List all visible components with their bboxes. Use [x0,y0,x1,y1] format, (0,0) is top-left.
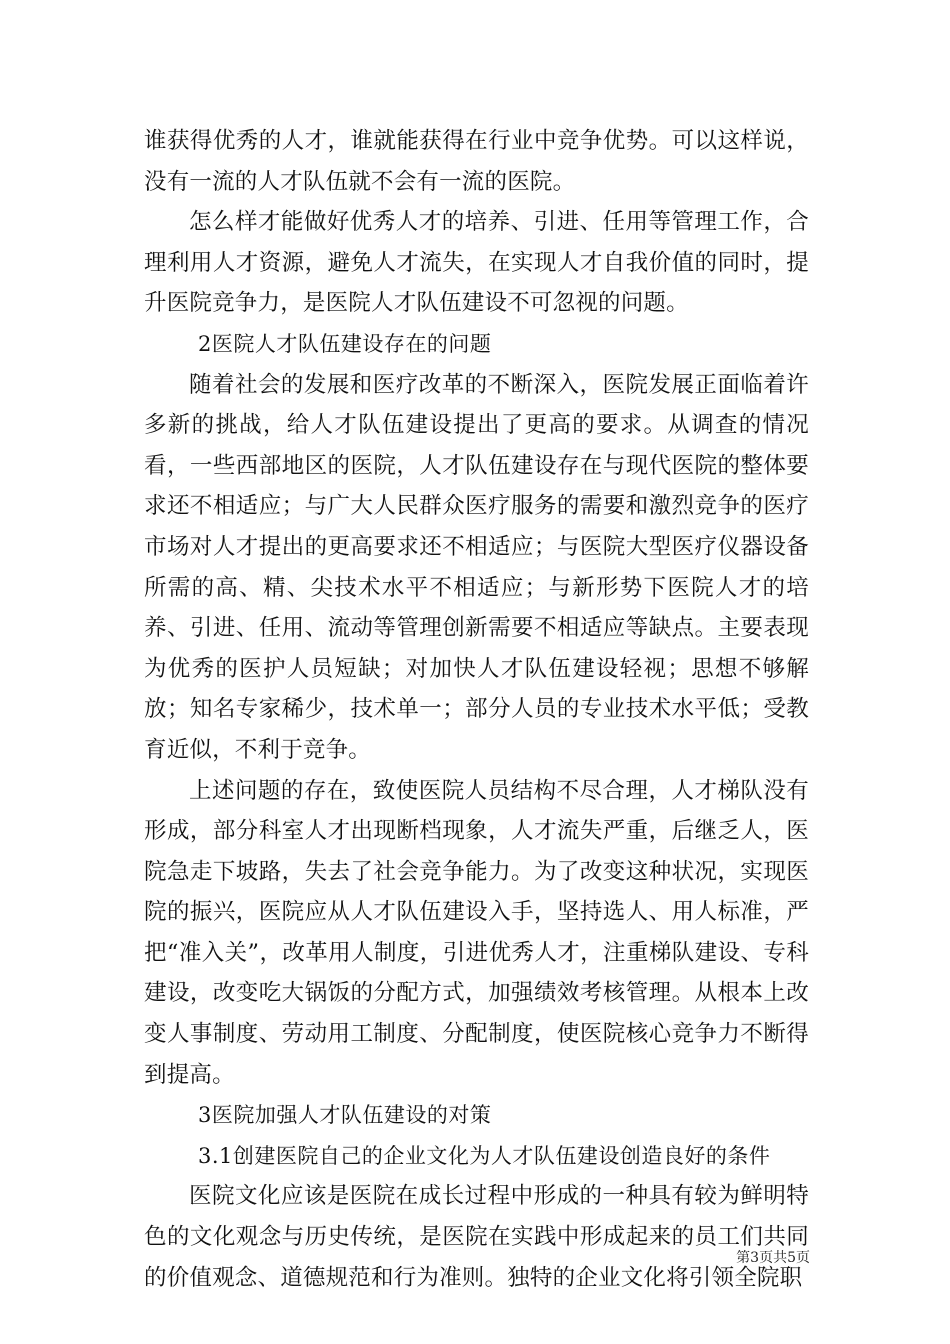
paragraph-3: 随着社会的发展和医疗改革的不断深入，医院发展正面临着许多新的挑战，给人才队伍建设提出了更高的要求。从调查的情况看，一些西部地区的医院，人才队伍建设存在与现代医院的整体要求还不相适应；与广大人民群众医疗服务的需要和激烈竞争的医疗市场对人才提出的更高要求还不相适应；与医院大型医疗仪器设备所需的高、精、尖技术水平不相适应；与新形势下医院人才的培养、引进、任用、流动等管理创新需要不相适应等缺点。主要表现为优秀的医护人员短缺；对加快人才队伍建设轻视；思想不够解放；知名专家稀少，技术单一；部分人员的专业技术水平低；受教育近似，不利于竞争。 [144,371,809,763]
section-heading-3: 3医院加强人才队伍建设的对策 [198,1103,492,1128]
paragraph-4: 上述问题的存在，致使医院人员结构不尽合理，人才梯队没有形成，部分科室人才出现断档现象，人才流失严重，后继乏人，医院急走下坡路，失去了社会竞争能力。为了改变这种状况，实现医院的振兴，医院应从人才队伍建设入手，坚持选人、用人标准，严把“准入关”，改革用人制度，引进优秀人才，注重梯队建设、专科建设，改变吃大锅饭的分配方式，加强绩效考核管理。从根本上改变人事制度、劳动用工制度、分配制度，使医院核心竞争力不断得到提高。 [144,777,809,1088]
document-body [144,121,809,1298]
paragraph-1: 谁获得优秀的人才，谁就能获得在行业中竞争优势。可以这样说，没有一流的人才队伍就不会有一流的医院。 [144,128,809,195]
subsection-heading-3-1: 3.1创建医院自己的企业文化为人才队伍建设创造良好的条件 [198,1143,771,1168]
section-heading-2: 2医院人才队伍建设存在的问题 [198,331,492,356]
page-number-footer: 第3页共5页 [736,1250,810,1266]
paragraph-2: 怎么样才能做好优秀人才的培养、引进、任用等管理工作，合理利用人才资源，避免人才流失，在实现人才自我价值的同时，提升医院竞争力，是医院人才队伍建设不可忽视的问题。 [144,209,809,317]
paragraph-5: 医院文化应该是医院在成长过程中形成的一种具有较为鲜明特色的文化观念与历史传统，是医院在实践中形成起来的员工们共同的价值观念、道德规范和行为准则。独特的企业文化将引领全院职 [144,1183,809,1291]
